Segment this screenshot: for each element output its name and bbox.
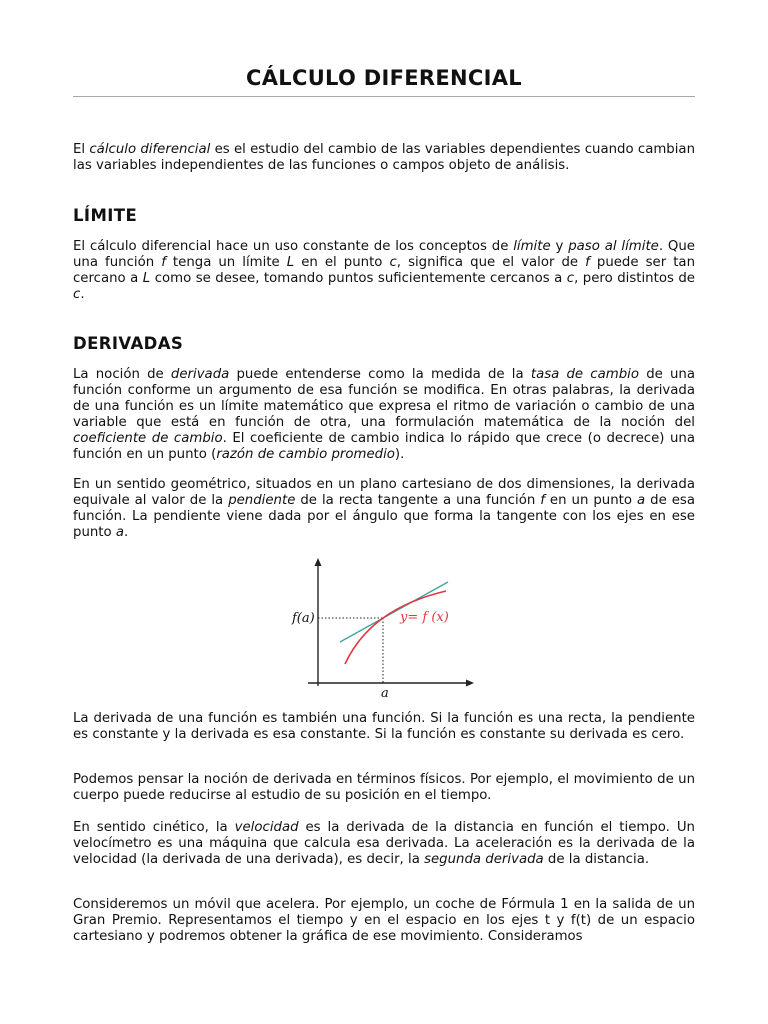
italic-text: f [161, 255, 166, 270]
derivadas-paragraph-6 [73, 897, 695, 945]
italic-text: velocidad [234, 820, 299, 835]
text-run: puede entenderse como la medida de la [229, 367, 531, 382]
text-run: . Que una función [73, 239, 695, 270]
italic-text: pendiente [228, 493, 296, 508]
text-run: de una función conforme un argumento de esa función se modifica. En otras palabras, la derivada de una función es un límite matemático que expresa el ritmo de variación o cambio de una variable que está en función de otra, una formulación matemática de la noción del [73, 367, 696, 430]
italic-text: c [566, 271, 575, 286]
italic-text: paso al límite [568, 239, 659, 254]
text-run: En sentido cinético, la [73, 820, 235, 835]
text-run: La derivada de una función es también una función. Si la función es una recta, la pendiente es constante y la derivada es esa constante. Si la función es constante su derivada es cero. [73, 711, 695, 742]
italic-text: límite [513, 239, 551, 254]
limite-paragraph [73, 239, 695, 303]
section-heading-limite: LÍMITE [73, 206, 138, 225]
text-run: en un punto [544, 493, 637, 508]
text-run: de la recta tangente a una función [295, 493, 541, 508]
a-label: a [381, 686, 389, 698]
text-run: ). [394, 447, 405, 462]
intro-paragraph [73, 142, 695, 174]
text-run: Podemos pensar la noción de derivada en términos físicos. Por ejemplo, el movimiento de un cuerpo puede reducirse al estudio de su posición en el tiempo. [73, 772, 695, 803]
italic-text: c [389, 255, 397, 270]
text-run: . [124, 525, 129, 540]
italic-text: segunda derivada [424, 852, 544, 867]
page-title: CÁLCULO DIFERENCIAL [246, 66, 522, 90]
italic-text: a [115, 525, 125, 540]
curve-label: y= f (x) [400, 610, 449, 625]
italic-text: f [540, 493, 545, 508]
text-run: puede ser tan cercano a [73, 255, 696, 286]
italic-text: c [73, 287, 81, 302]
text-run: , significa que el valor de [396, 255, 586, 270]
tangent-diagram [288, 556, 478, 698]
italic-text: L [286, 255, 295, 270]
italic-text: razón de cambio promedio [216, 447, 395, 462]
italic-text: derivada [170, 367, 230, 382]
text-run: y [550, 239, 569, 254]
italic-text: tasa de cambio [530, 367, 639, 382]
text-run: El [73, 142, 90, 157]
derivadas-paragraph-2 [73, 477, 695, 541]
italic-text: coeficiente de cambio [73, 431, 223, 446]
section-heading-derivadas: DERIVADAS [73, 334, 184, 353]
italic-text: a [637, 493, 646, 508]
text-run: de la distancia. [543, 852, 650, 867]
title-divider [73, 96, 695, 97]
fa-label: f(a) [292, 611, 315, 626]
text-run: de esa función. La pendiente viene dada por el ángulo que forma la tangente con los ejes en ese punto [73, 493, 696, 540]
derivadas-paragraph-3 [73, 711, 695, 743]
text-run: tenga un límite [165, 255, 287, 270]
text-run: es el estudio del cambio de las variables dependientes cuando cambian las variables independientes de las funciones o campos objeto de análisis. [73, 142, 695, 173]
text-run: Consideremos un móvil que acelera. Por ejemplo, un coche de Fórmula 1 en la salida de un Gran Premio. Representamos el tiempo y en el espacio en los ejes t y f(t) de un espacio cartesiano y podremos obtener la gráfica de ese movimiento. Consideramos [73, 897, 695, 944]
italic-text: f [585, 255, 590, 270]
text-run: , pero distintos de [574, 271, 695, 286]
text-run: . El coeficiente de cambio indica lo rápido que crece (o decrece) una función en un punto ( [73, 431, 695, 462]
text-run: El cálculo diferencial hace un uso constante de los conceptos de [73, 239, 514, 254]
text-run: como se desee, tomando puntos suficientemente cercanos a [150, 271, 567, 286]
text-run: es la derivada de la distancia en función el tiempo. Un velocímetro es una máquina que calcula esa derivada. La aceleración es la derivada de la velocidad (la derivada de una derivada), es decir, la [73, 820, 695, 867]
y-axis-arrow [315, 558, 322, 566]
italic-text: L [142, 271, 151, 286]
derivadas-paragraph-1 [73, 367, 695, 463]
derivadas-paragraph-4 [73, 772, 695, 804]
text-run: La noción de [73, 367, 171, 382]
function-curve [345, 591, 446, 664]
derivadas-paragraph-5 [73, 820, 695, 868]
text-run: . [80, 287, 85, 302]
x-axis-arrow [466, 680, 474, 687]
text-run: en el punto [294, 255, 390, 270]
italic-text: cálculo diferencial [89, 142, 211, 157]
text-run: En un sentido geométrico, situados en un plano cartesiano de dos dimensiones, la derivada equivale al valor de la [73, 477, 695, 508]
